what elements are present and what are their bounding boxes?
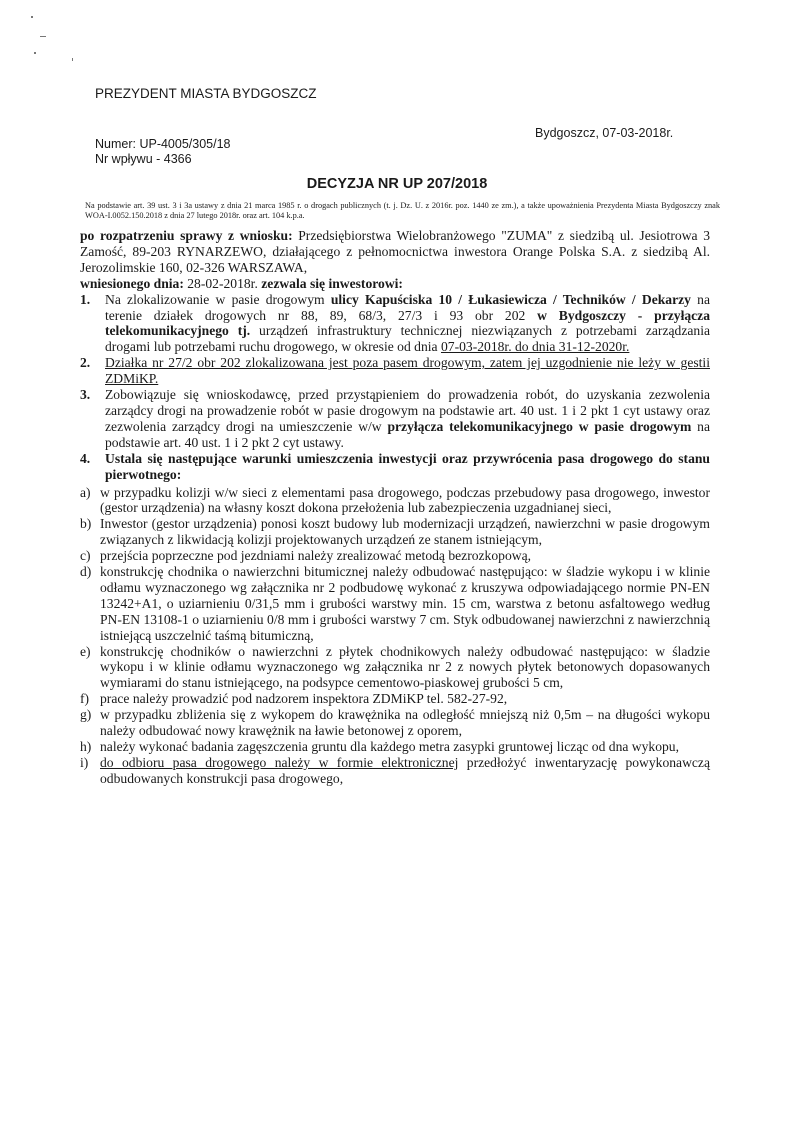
connection-name: przyłącza telekomunikacyjnego w pasie drogowym xyxy=(387,418,692,434)
condition-label: a) xyxy=(80,484,91,500)
point-number: 1. xyxy=(80,291,91,307)
point-1-text-c: urządzeń infrastruktury technicznej niezwiązanych z potrzebami zarządzania drogami lub potrzebami ruchu drogowego, w okresie od dnia xyxy=(105,323,710,355)
condition-label: c) xyxy=(80,548,91,564)
point-2 xyxy=(80,355,710,387)
condition-label: b) xyxy=(80,516,92,532)
condition-text: konstrukcję chodników o nawierzchni z płytek chodnikowych należy odbudować następująco: w śladzie wykopu i w klinie odłamu wyznaczonego wg załącznika nr 2 z nowych płytek betonowych dopasowanych wymiarami do stanu istniejącego, na podsypce cementowo-piaskowej grubości 5 cm, xyxy=(100,643,710,691)
condition-label: i) xyxy=(80,754,89,770)
condition-text: konstrukcję chodnika o nawierzchni bitumicznej należy odbudować następująco: w śladzie wykopu i w klinie odłamu wyznaczonego wg załącznika nr 2 podbudowę wykonać z kruszywa odpowiadającego normie PN-EN 13242+A1, o uziarnieniu 0/31,5 mm i grubości warstwy min. 15 cm, warstwa z betonu asfaltowego według PN-EN 13108-1 o uziarnieniu 0/8 mm i grubości warstwy 7 cm. Styk odbudowanej nawierzchni z nawierzchnią istniejącą uszczelnić taśmą bitumiczną, xyxy=(100,564,710,643)
grant-clause: zezwala się inwestorowi: xyxy=(261,275,403,291)
point-1-text-b: na terenie działek drogowych nr 88, 89, 68/3, 27/3 i 93 obr 202 xyxy=(105,291,711,323)
condition-b xyxy=(80,516,710,548)
point-number: 4. xyxy=(80,450,91,466)
condition-label: h) xyxy=(80,739,92,754)
condition-i xyxy=(80,755,710,787)
point-text: Ustala się następujące warunki umieszczenia inwestycji oraz przywrócenia pasa drogowego do stanu pierwotnego: xyxy=(105,450,710,482)
condition-text: Inwestor (gestor urządzenia) ponosi koszt budowy lub modernizacji urządzeń, nawierzchni w pasie drogowym związanych z likwidacją kolizji projektowanych urządzeń ze stanem istniejącym, xyxy=(100,516,710,548)
point-number: 2. xyxy=(80,355,91,371)
point-text xyxy=(105,387,710,451)
condition-label: d) xyxy=(80,564,92,580)
condition-text: przejścia poprzeczne pod jezdniami należy zrealizować metodą bezrozkopową, xyxy=(100,548,531,564)
point-4 xyxy=(80,451,710,483)
condition-text: należy wykonać badania zagęszczenia gruntu dla każdego metra zasypki gruntowej licząc od dna wykopu, xyxy=(100,739,680,754)
point-1-text-a: Na zlokalizowanie w pasie drogowym xyxy=(105,291,331,307)
condition-text: prace należy prowadzić pod nadzorem inspektora ZDMiKP tel. 582-27-92, xyxy=(100,691,508,707)
place-and-date: Bydgoszcz, 07-03-2018r. xyxy=(535,126,674,140)
point-text xyxy=(105,292,710,356)
intro-lead: po rozpatrzeniu sprawy z wniosku: xyxy=(80,228,293,243)
condition-label: f) xyxy=(80,691,90,707)
project-name: w Bydgoszczy - przyłącza telekomunikacyjnego tj. xyxy=(105,307,711,339)
condition-d xyxy=(80,564,710,644)
scan-speck xyxy=(40,36,46,37)
filed-date: 28-02-2018r. xyxy=(183,275,262,291)
point-number: 3. xyxy=(80,387,91,403)
inflow-number: Nr wpływu - 4366 xyxy=(95,152,192,166)
condition-g xyxy=(80,707,710,739)
intro-paragraph xyxy=(80,228,710,276)
condition-a xyxy=(80,485,710,517)
scan-speck xyxy=(31,16,33,18)
point-1 xyxy=(80,292,710,356)
case-number-block xyxy=(95,137,231,167)
case-number: Numer: UP-4005/305/18 xyxy=(95,137,231,151)
decision-body xyxy=(80,228,710,787)
decision-title: DECYZJA NR UP 207/2018 xyxy=(306,176,488,192)
filed-line xyxy=(80,276,710,292)
legal-basis: Na podstawie art. 39 ust. 3 i 3a ustawy z dnia 21 marca 1985 r. o drogach publicznych (t. j. Dz. U. z 2016r. poz. 1440 ze zm.), a także upoważnienia Prezydenta Miasta Bydgoszczy znak WOA-I.0052.150.2018 z dnia 27 lutego 2018r. oraz art. 104 k.p.a. xyxy=(85,201,720,220)
point-text: Działka nr 27/2 obr 202 zlokalizowana jest poza pasem drogowym, zatem jej uzgodnienie nie leży w gestii ZDMiKP. xyxy=(105,355,710,387)
issuer-heading: PREZYDENT MIASTA BYDGOSZCZ xyxy=(95,86,317,101)
point-3-text-a: Zobowiązuje się wnioskodawcę, przed przystąpieniem do prowadzenia robót, do uzyskania zezwolenia zarządcy drogi na prowadzenie robót w pasie drogowym na podstawie art. 40 ust. 1 i 2 pkt 1 cyt ustawy oraz zezwolenia zarządcy drogi na umieszczenie w/w xyxy=(105,387,710,434)
permit-period: 07-03-2018r. do dnia 31-12-2020r. xyxy=(440,339,630,355)
condition-i-rest: przedłożyć inwentaryzację powykonawczą odbudowanych konstrukcji pasa drogowego, xyxy=(100,754,711,786)
condition-h xyxy=(80,739,710,755)
point-3 xyxy=(80,387,710,451)
scan-speck xyxy=(72,58,73,61)
point-3-text-b: na podstawie art. 40 ust. 1 i 2 pkt 2 cyt ustawy. xyxy=(105,418,710,450)
condition-text xyxy=(100,755,710,787)
condition-i-underlined: do odbioru pasa drogowego należy w formie elektronicznej xyxy=(100,754,459,770)
filed-label: wniesionego dnia: xyxy=(80,275,184,291)
condition-f xyxy=(80,691,710,707)
condition-e xyxy=(80,644,710,692)
street-name: ulicy Kapuściska 10 / Łukasiewicza / Techników / Dekarzy xyxy=(330,291,691,307)
condition-c xyxy=(80,548,710,564)
condition-text: w przypadku kolizji w/w sieci z elementami pasa drogowego, podczas przebudowy pasa drogowego, inwestor (gestor urządzenia) na własny koszt dokona przełożenia lub zabezpieczenia uzgadnianej sieci, xyxy=(100,484,710,516)
scan-speck xyxy=(34,52,36,54)
condition-text: w przypadku zbliżenia się z wykopem do krawężnika na odległość mniejszą niż 0,5m – na długości wykopu należy odbudować nowy krawężnik na ławie betonowej z oporem, xyxy=(100,707,710,739)
condition-label: g) xyxy=(80,707,92,723)
condition-label: e) xyxy=(80,643,91,659)
applicant-text: Przedsiębiorstwa Wielobranżowego "ZUMA" z siedzibą ul. Jesiotrowa 3 Zamość, 89-203 RYNARZEWO, działającego z pełnomocnictwa inwestora Orange Polska S.A. z siedzibą Al. Jerozolimskie 160, 02-326 WARSZAWA, xyxy=(80,228,710,275)
